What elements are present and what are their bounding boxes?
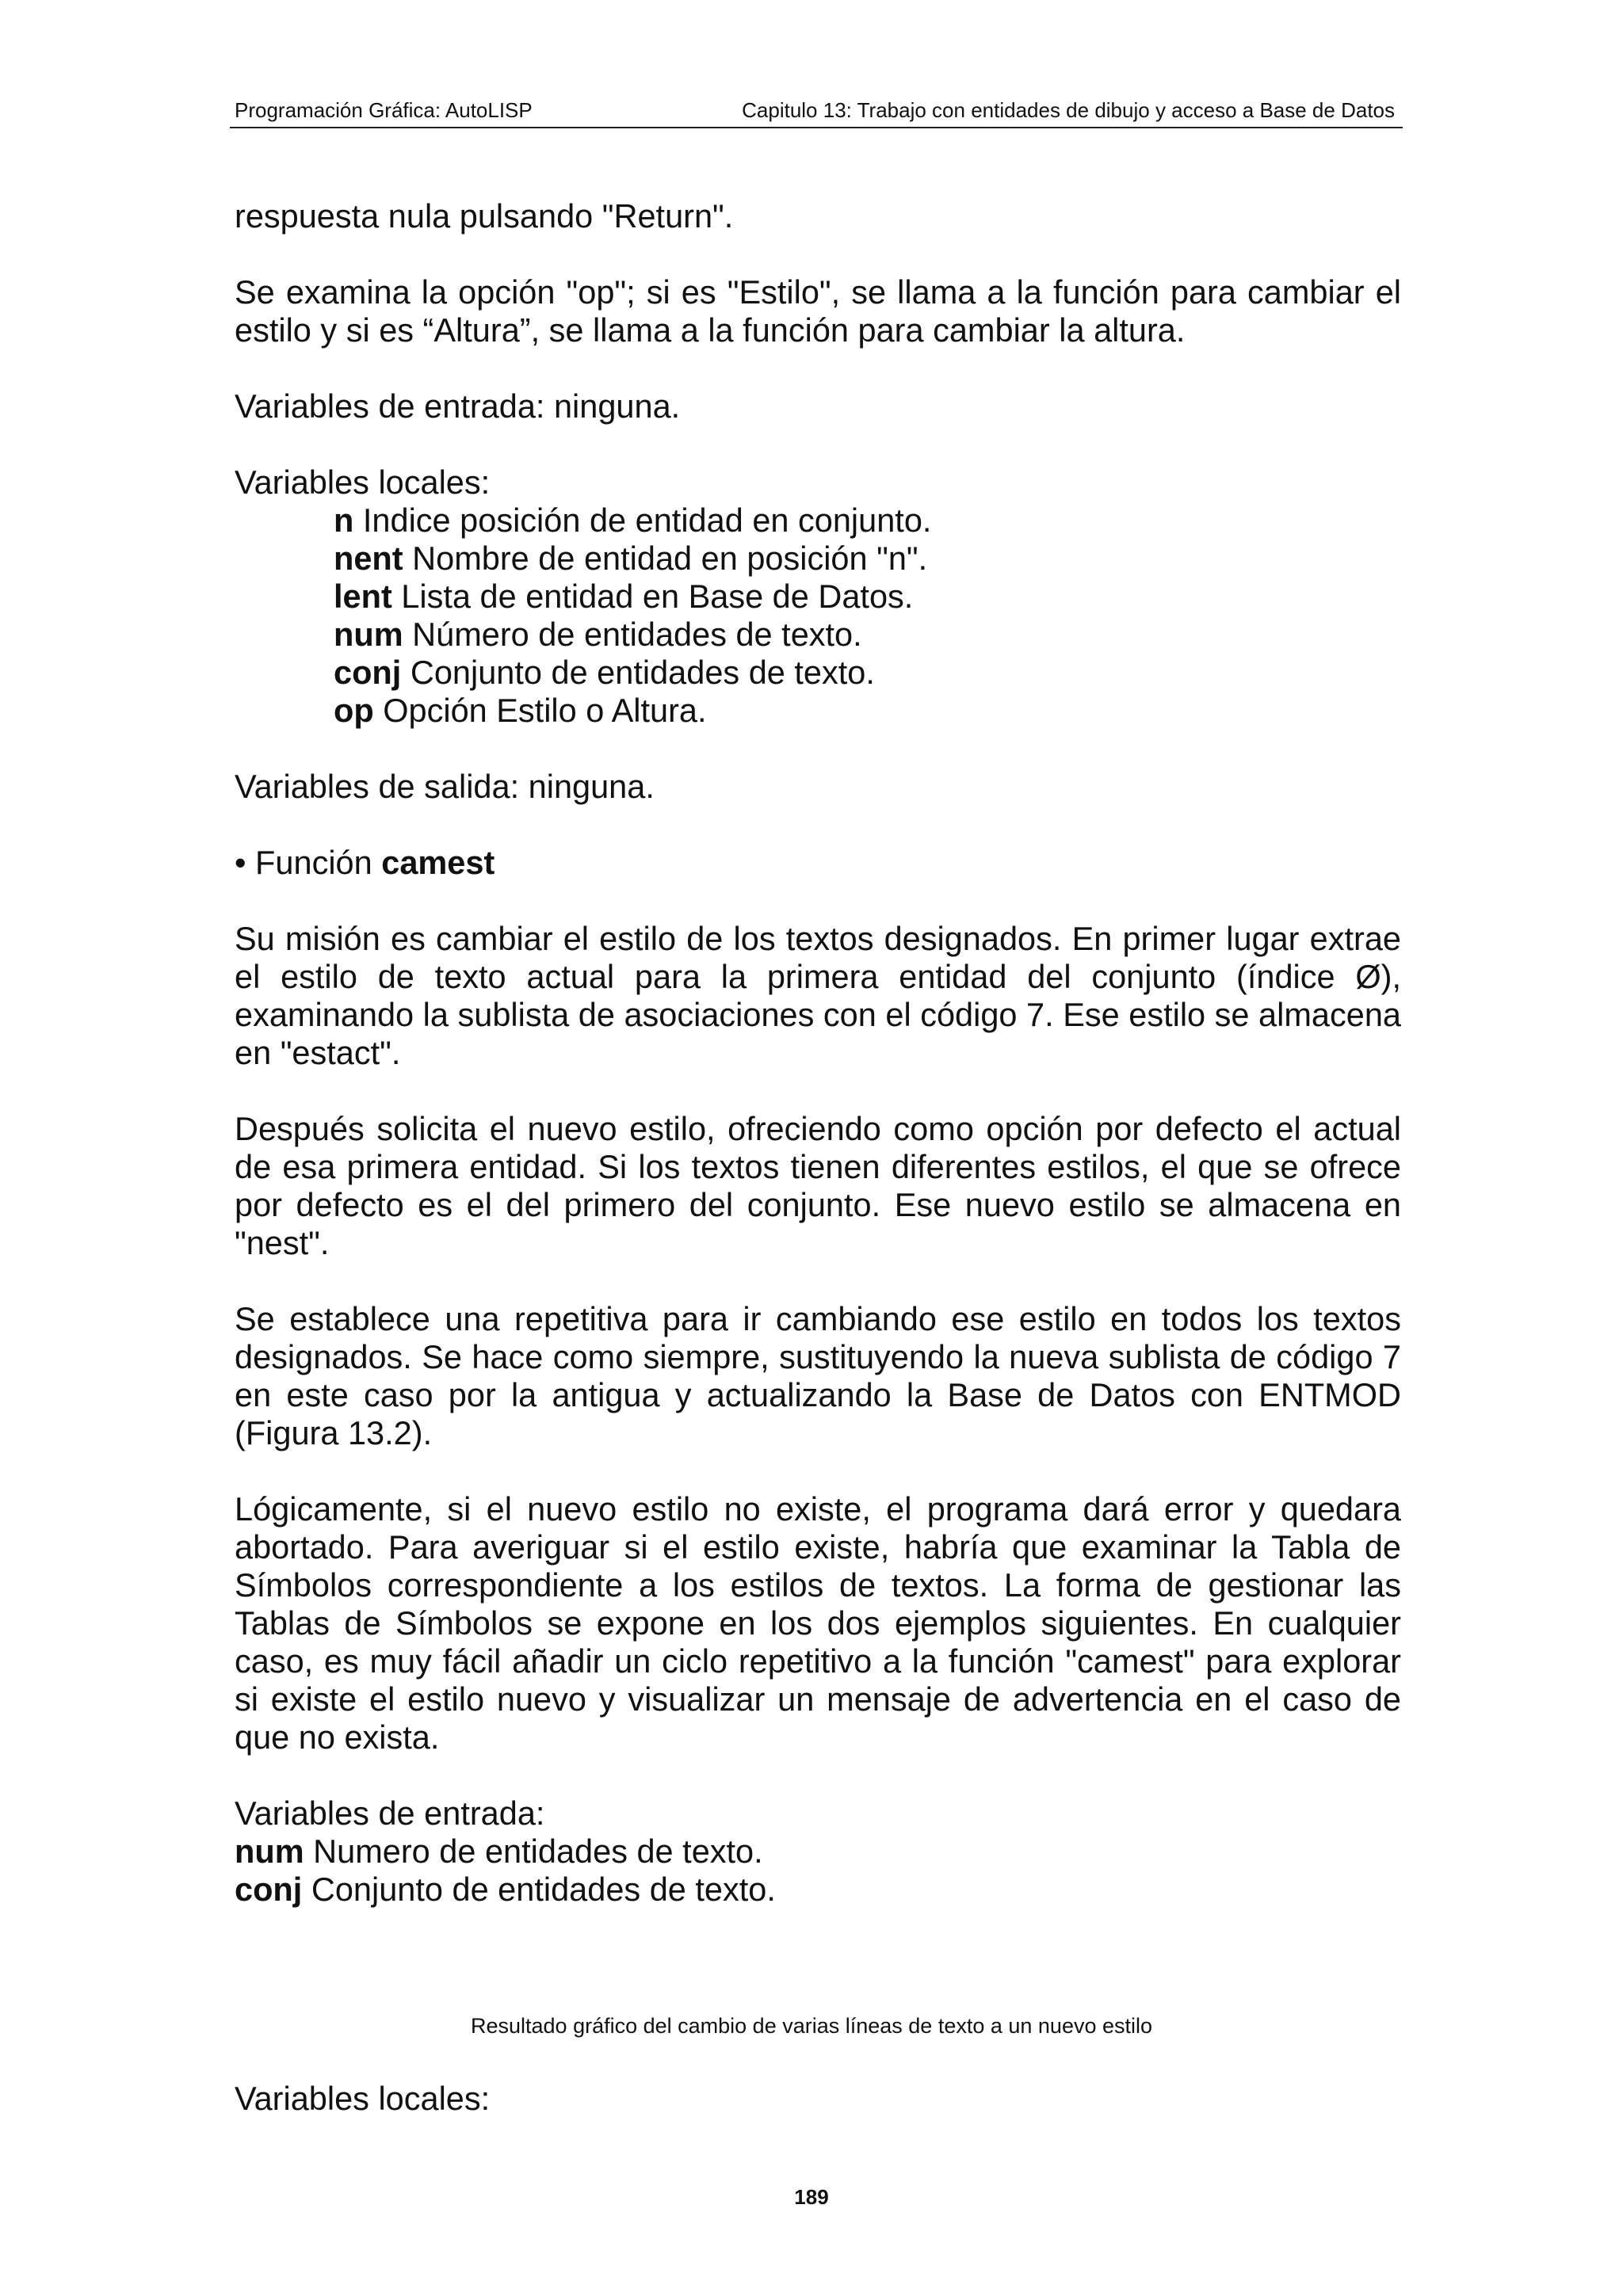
var-desc: Opción Estilo o Altura. bbox=[373, 692, 707, 729]
paragraph-5 bbox=[235, 920, 1401, 1072]
header-chapter-title: Capitulo 13: Trabajo con entidades de dibujo y acceso a Base de Datos bbox=[742, 98, 1395, 122]
list-item bbox=[334, 692, 1401, 730]
var-desc: Numero de entidades de texto. bbox=[304, 1833, 763, 1870]
paragraph-8 bbox=[235, 1490, 1401, 1756]
list-item bbox=[235, 1871, 1401, 1909]
page-header bbox=[230, 93, 1403, 128]
var-term: lent bbox=[334, 578, 392, 615]
list-item bbox=[334, 578, 1401, 616]
var-desc: Nombre de entidad en posición "n". bbox=[403, 540, 928, 577]
var-desc: Número de entidades de texto. bbox=[403, 616, 862, 653]
locals-list bbox=[235, 502, 1401, 730]
paragraph-2 bbox=[235, 273, 1401, 349]
function-bullet: • Función bbox=[235, 844, 382, 881]
var-term: op bbox=[334, 692, 374, 729]
var-term: nent bbox=[334, 540, 403, 577]
paragraph-mission: Su misión es cambiar el estilo de los textos designados. En primer lugar extrae el estilo de texto actual para la primera entidad del conjunto (índice Ø), examinando la sublista de asociaciones con el código 7. Ese estilo se almacena en "estact". bbox=[235, 920, 1401, 1071]
function-heading bbox=[235, 844, 1401, 882]
var-term: conj bbox=[235, 1871, 303, 1908]
list-item bbox=[235, 1833, 1401, 1871]
inputs-block bbox=[235, 1794, 1401, 1909]
function-name: camest bbox=[381, 844, 495, 881]
locals-block-2 bbox=[235, 2080, 1401, 2118]
figure-caption: Resultado gráfico del cambio de varias líneas de texto a un nuevo estilo bbox=[470, 2014, 1153, 2038]
paragraph-option: Se examina la opción "op"; si es "Estilo", se llama a la función para cambiar el estilo y si es “Altura”, se llama a la función para cambiar la altura. bbox=[235, 273, 1401, 349]
var-term: conj bbox=[334, 654, 402, 691]
var-term: n bbox=[334, 502, 354, 539]
var-desc: Indice posición de entidad en conjunto. bbox=[353, 502, 932, 539]
inputs-title: Variables de entrada: bbox=[235, 1794, 545, 1832]
locals-title: Variables locales: bbox=[235, 463, 491, 501]
paragraph-output-vars: Variables de salida: ninguna. bbox=[235, 768, 655, 805]
paragraph-3 bbox=[235, 387, 1401, 425]
paragraph-new-style: Después solicita el nuevo estilo, ofreciendo como opción por defecto el actual de esa primera entidad. Si los textos tienen diferentes estilos, el que se ofrece por defecto es el del primero del conjunto. Ese nuevo estilo se almacena en "nest". bbox=[235, 1110, 1401, 1261]
var-desc: Conjunto de entidades de texto. bbox=[302, 1871, 776, 1908]
header-book-title: Programación Gráfica: AutoLISP bbox=[235, 98, 533, 122]
list-item bbox=[334, 654, 1401, 692]
var-term: num bbox=[235, 1833, 304, 1870]
locals-title-2: Variables locales: bbox=[235, 2080, 491, 2117]
page-number: 189 bbox=[794, 2185, 829, 2209]
list-item bbox=[334, 616, 1401, 654]
paragraph-repetitive: Se establece una repetitiva para ir cambiando ese estilo en todos los textos designados. Se hace como siempre, sustituyendo la nueva sublista de código 7 en este caso por la antigua y actualizando la Base de Datos con ENTMOD (Figura 13.2). bbox=[235, 1300, 1401, 1451]
locals-block bbox=[235, 463, 1401, 730]
var-term: num bbox=[334, 616, 403, 653]
paragraph-return: respuesta nula pulsando "Return". bbox=[235, 197, 734, 235]
var-desc: Lista de entidad en Base de Datos. bbox=[391, 578, 914, 615]
paragraph-logically: Lógicamente, si el nuevo estilo no existe, el programa dará error y quedara abortado. Para averiguar si el estilo existe, habría que examinar la Tabla de Símbolos correspondiente a los estilos de textos. La forma de gestionar las Tablas de Símbolos se expone en los dos ejemplos siguientes. En cualquier caso, es muy fácil añadir un ciclo repetitivo a la función "camest" para explorar si existe el estilo nuevo y visualizar un mensaje de advertencia en el caso de que no exista. bbox=[235, 1490, 1401, 1756]
list-item bbox=[334, 502, 1401, 540]
paragraph-7 bbox=[235, 1300, 1401, 1452]
var-desc: Conjunto de entidades de texto. bbox=[401, 654, 875, 691]
list-item bbox=[334, 540, 1401, 578]
paragraph-input-vars: Variables de entrada: ninguna. bbox=[235, 387, 681, 425]
paragraph-6 bbox=[235, 1110, 1401, 1262]
paragraph-1 bbox=[235, 197, 1401, 235]
paragraph-4 bbox=[235, 768, 1401, 806]
